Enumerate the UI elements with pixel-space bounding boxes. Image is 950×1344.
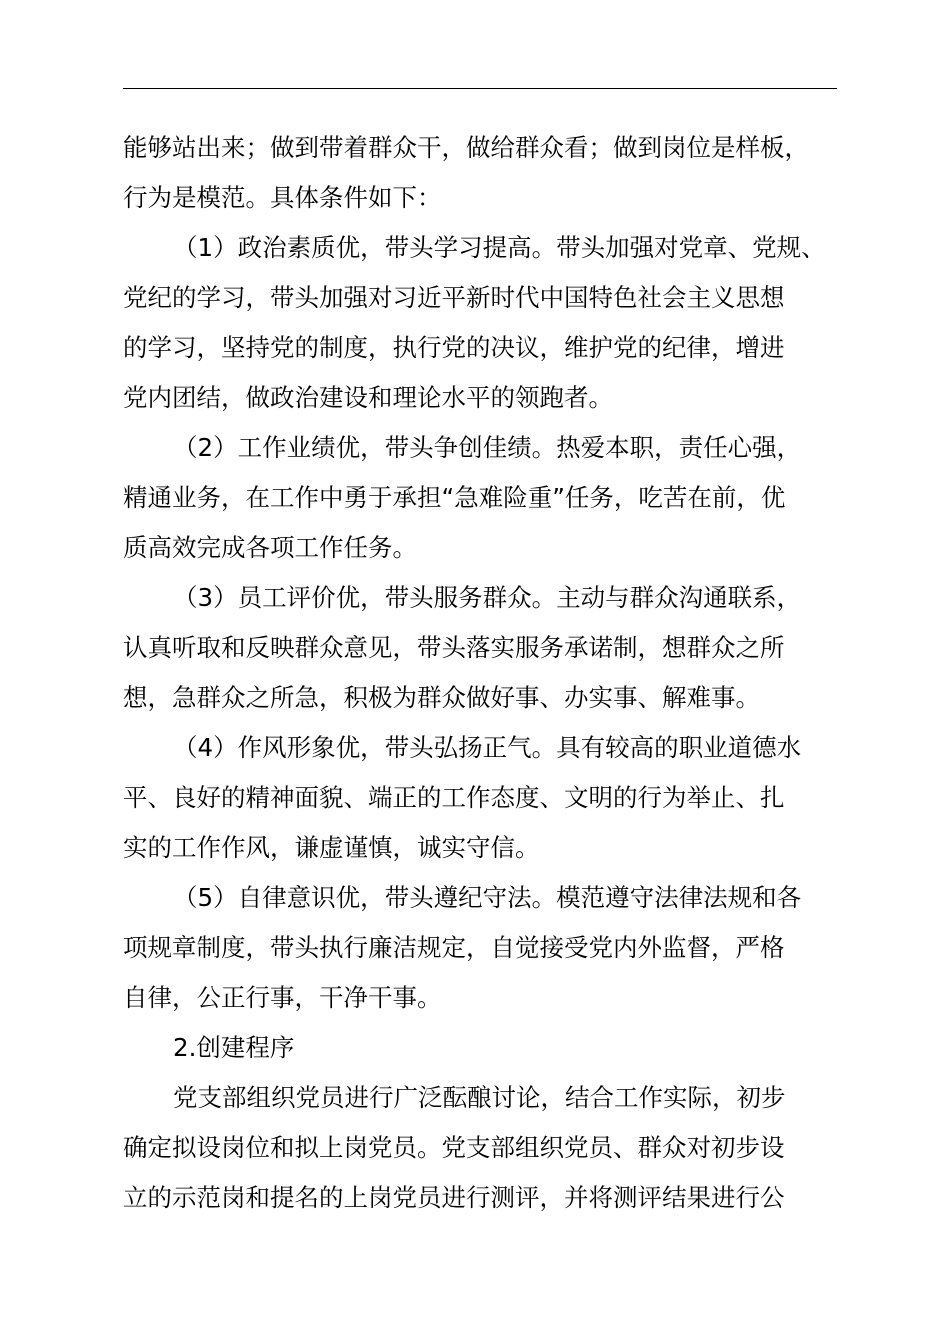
section-heading: 2.创建程序 [173, 1033, 295, 1062]
text-line: 的学习，坚持党的制度，执行党的决议，维护党的纪律，增进 [123, 333, 785, 362]
text-line: 自律，公正行事，干净干事。 [123, 983, 442, 1012]
list-item-2-heading: （2）工作业绩优，带头争创佳绩。热爱本职，责任心强， [173, 433, 802, 462]
text-line: 党内团结，做政治建设和理论水平的领跑者。 [123, 383, 613, 412]
text-line: 确定拟设岗位和拟上岗党员。党支部组织党员、群众对初步设 [123, 1133, 785, 1162]
text-line: 党支部组织党员进行广泛酝酿讨论，结合工作实际，初步 [173, 1083, 786, 1112]
text-line: 党纪的学习，带头加强对习近平新时代中国特色社会主义思想 [123, 283, 785, 312]
document-body [123, 123, 863, 1223]
list-item-1-heading: （1）政治素质优，带头学习提高。带头加强对党章、党规、 [173, 233, 826, 262]
list-item-4-heading: （4）作风形象优，带头弘扬正气。具有较高的职业道德水 [173, 733, 802, 762]
text-line: 想，急群众之所急，积极为群众做好事、办实事、解难事。 [123, 683, 760, 712]
text-line: 质高效完成各项工作任务。 [123, 533, 417, 562]
list-item-5-heading: （5）自律意识优，带头遵纪守法。模范遵守法律法规和各 [173, 883, 802, 912]
text-line: 立的示范岗和提名的上岗党员进行测评，并将测评结果进行公 [123, 1183, 785, 1212]
text-line: 精通业务，在工作中勇于承担“急难险重”任务，吃苦在前，优 [123, 483, 786, 512]
text-line: 实的工作作风，谦虚谨慎，诚实守信。 [123, 833, 540, 862]
text-line: 能够站出来；做到带着群众干，做给群众看；做到岗位是样板， [123, 133, 809, 162]
text-line: 项规章制度，带头执行廉洁规定，自觉接受党内外监督，严格 [123, 933, 785, 962]
list-item-3-heading: （3）员工评价优，带头服务群众。主动与群众沟通联系， [173, 583, 802, 612]
text-line: 平、良好的精神面貌、端正的工作态度、文明的行为举止、扎 [123, 783, 785, 812]
text-line: 认真听取和反映群众意见，带头落实服务承诺制，想群众之所 [123, 633, 785, 662]
text-line: 行为是模范。具体条件如下： [123, 183, 442, 212]
header-rule [123, 88, 837, 89]
